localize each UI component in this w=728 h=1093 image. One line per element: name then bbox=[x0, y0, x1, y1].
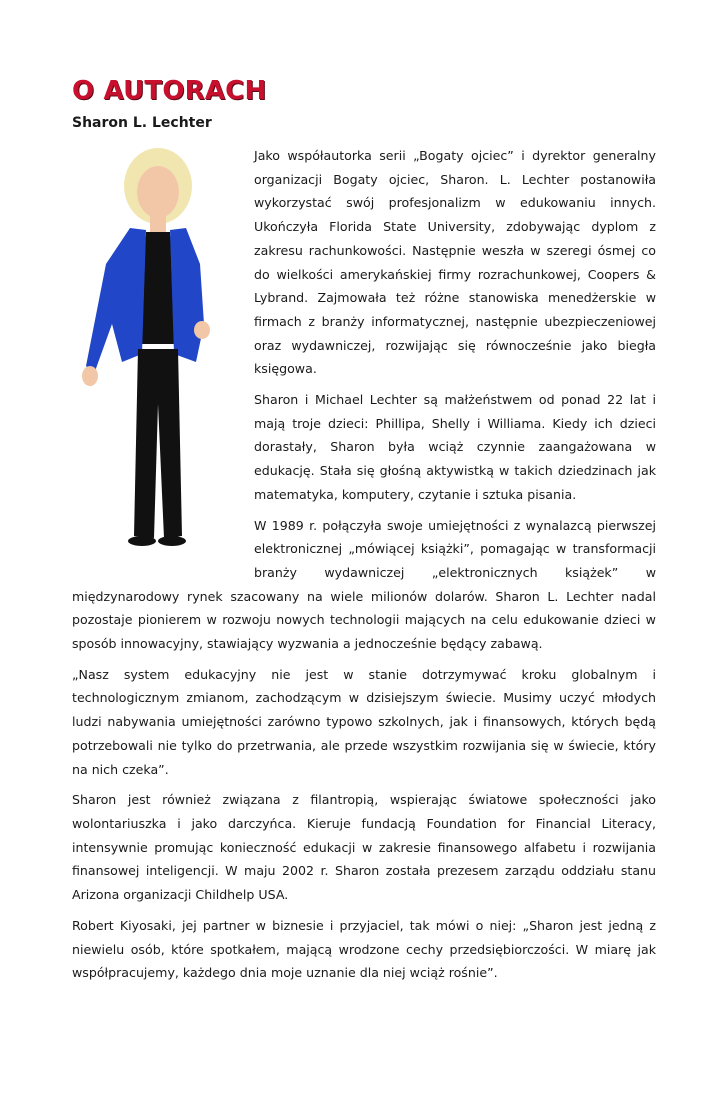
paragraph-1: Jako współautorka serii „Bogaty ojciec” i dyrektor generalny organizacji Bogaty ojciec, Sharon. L. Lechter postanowiła wykorzystać swój profesjonalizm w edukowaniu innych. Ukończyła Florida State University, zdobywając dyplom z zakresu rachunkowości. Następnie weszła w szeregi ósmej co do wielkości amerykańskiej firmy rozrachunkowej, Coopers & Lybrand. Zajmowała też różne stanowiska menedżerskie w firmach z branży informatycznej, następnie ubezpieczeniowej oraz wydawniczej, rozwijając się równocześnie jako biegła księgowa. bbox=[254, 148, 656, 377]
page-title: O AUTORACH bbox=[72, 76, 267, 106]
paragraph-5: Sharon jest również związana z filantropią, wspierając światowe społeczności jako wolontariuszka i jako darczyńca. Kieruje fundacją Foundation for Financial Literacy, intensywnie promując konieczność edukacji w zakresie finansowego alfabetu i rozwijania finansowej inteligencji. W maju 2002 r. Sharon została prezesem zarządu oddziału stanu Arizona organizacji Childhelp USA. bbox=[72, 792, 656, 903]
paragraph-4: „Nasz system edukacyjny nie jest w stanie dotrzymywać kroku globalnym i technologicznym zmianom, zachodzącym w dzisiejszym świecie. Musimy uczyć młodych ludzi nabywania umiejętności zarówno typowo szkolnych, jak i finansowych, których będą potrzebowali nie tylko do przetrwania, ale przede wszystkim rozwijania się w świecie, który na nich czeka”. bbox=[72, 666, 656, 777]
author-photo bbox=[72, 144, 244, 554]
author-name: Sharon L. Lechter bbox=[72, 115, 212, 131]
paragraph-6: Robert Kiyosaki, jej partner w biznesie i przyjaciel, tak mówi o niej: „Sharon jest jedną z niewielu osób, które spotkałem, mającą wrodzone cechy przedsiębiorczości. W miarę jak współpracujemy, każdego dnia moje uznanie dla niej wciąż rośnie”. bbox=[72, 917, 656, 981]
paragraph-3: W 1989 r. połączyła swoje umiejętności z wynalazcą pierwszej elektronicznej „mówiącej książki”, pomagając w transformacji branży wydawniczej „elektronicznych książek” w międzynarodowy rynek szacowany na wiele milionów dolarów. Sharon L. Lechter nadal pozostaje pionierem w rozwoju nowych technologii mających na celu edukowanie dzieci w sposób innowacyjny, stawiający wyzwania a jednocześnie będący zabawą. bbox=[72, 517, 656, 652]
biography-text bbox=[72, 144, 656, 985]
paragraph-2: Sharon i Michael Lechter są małżeństwem od ponad 22 lat i mają troje dzieci: Phillipa, Shelly i Williama. Kiedy ich dzieci dorastały, Sharon była wciąż czynnie zaangażowana w edukację. Stała się głośną aktywistką w takich dziedzinach jak matematyka, komputery, czytanie i sztuka pisania. bbox=[254, 392, 656, 502]
about-authors-page bbox=[72, 76, 656, 992]
